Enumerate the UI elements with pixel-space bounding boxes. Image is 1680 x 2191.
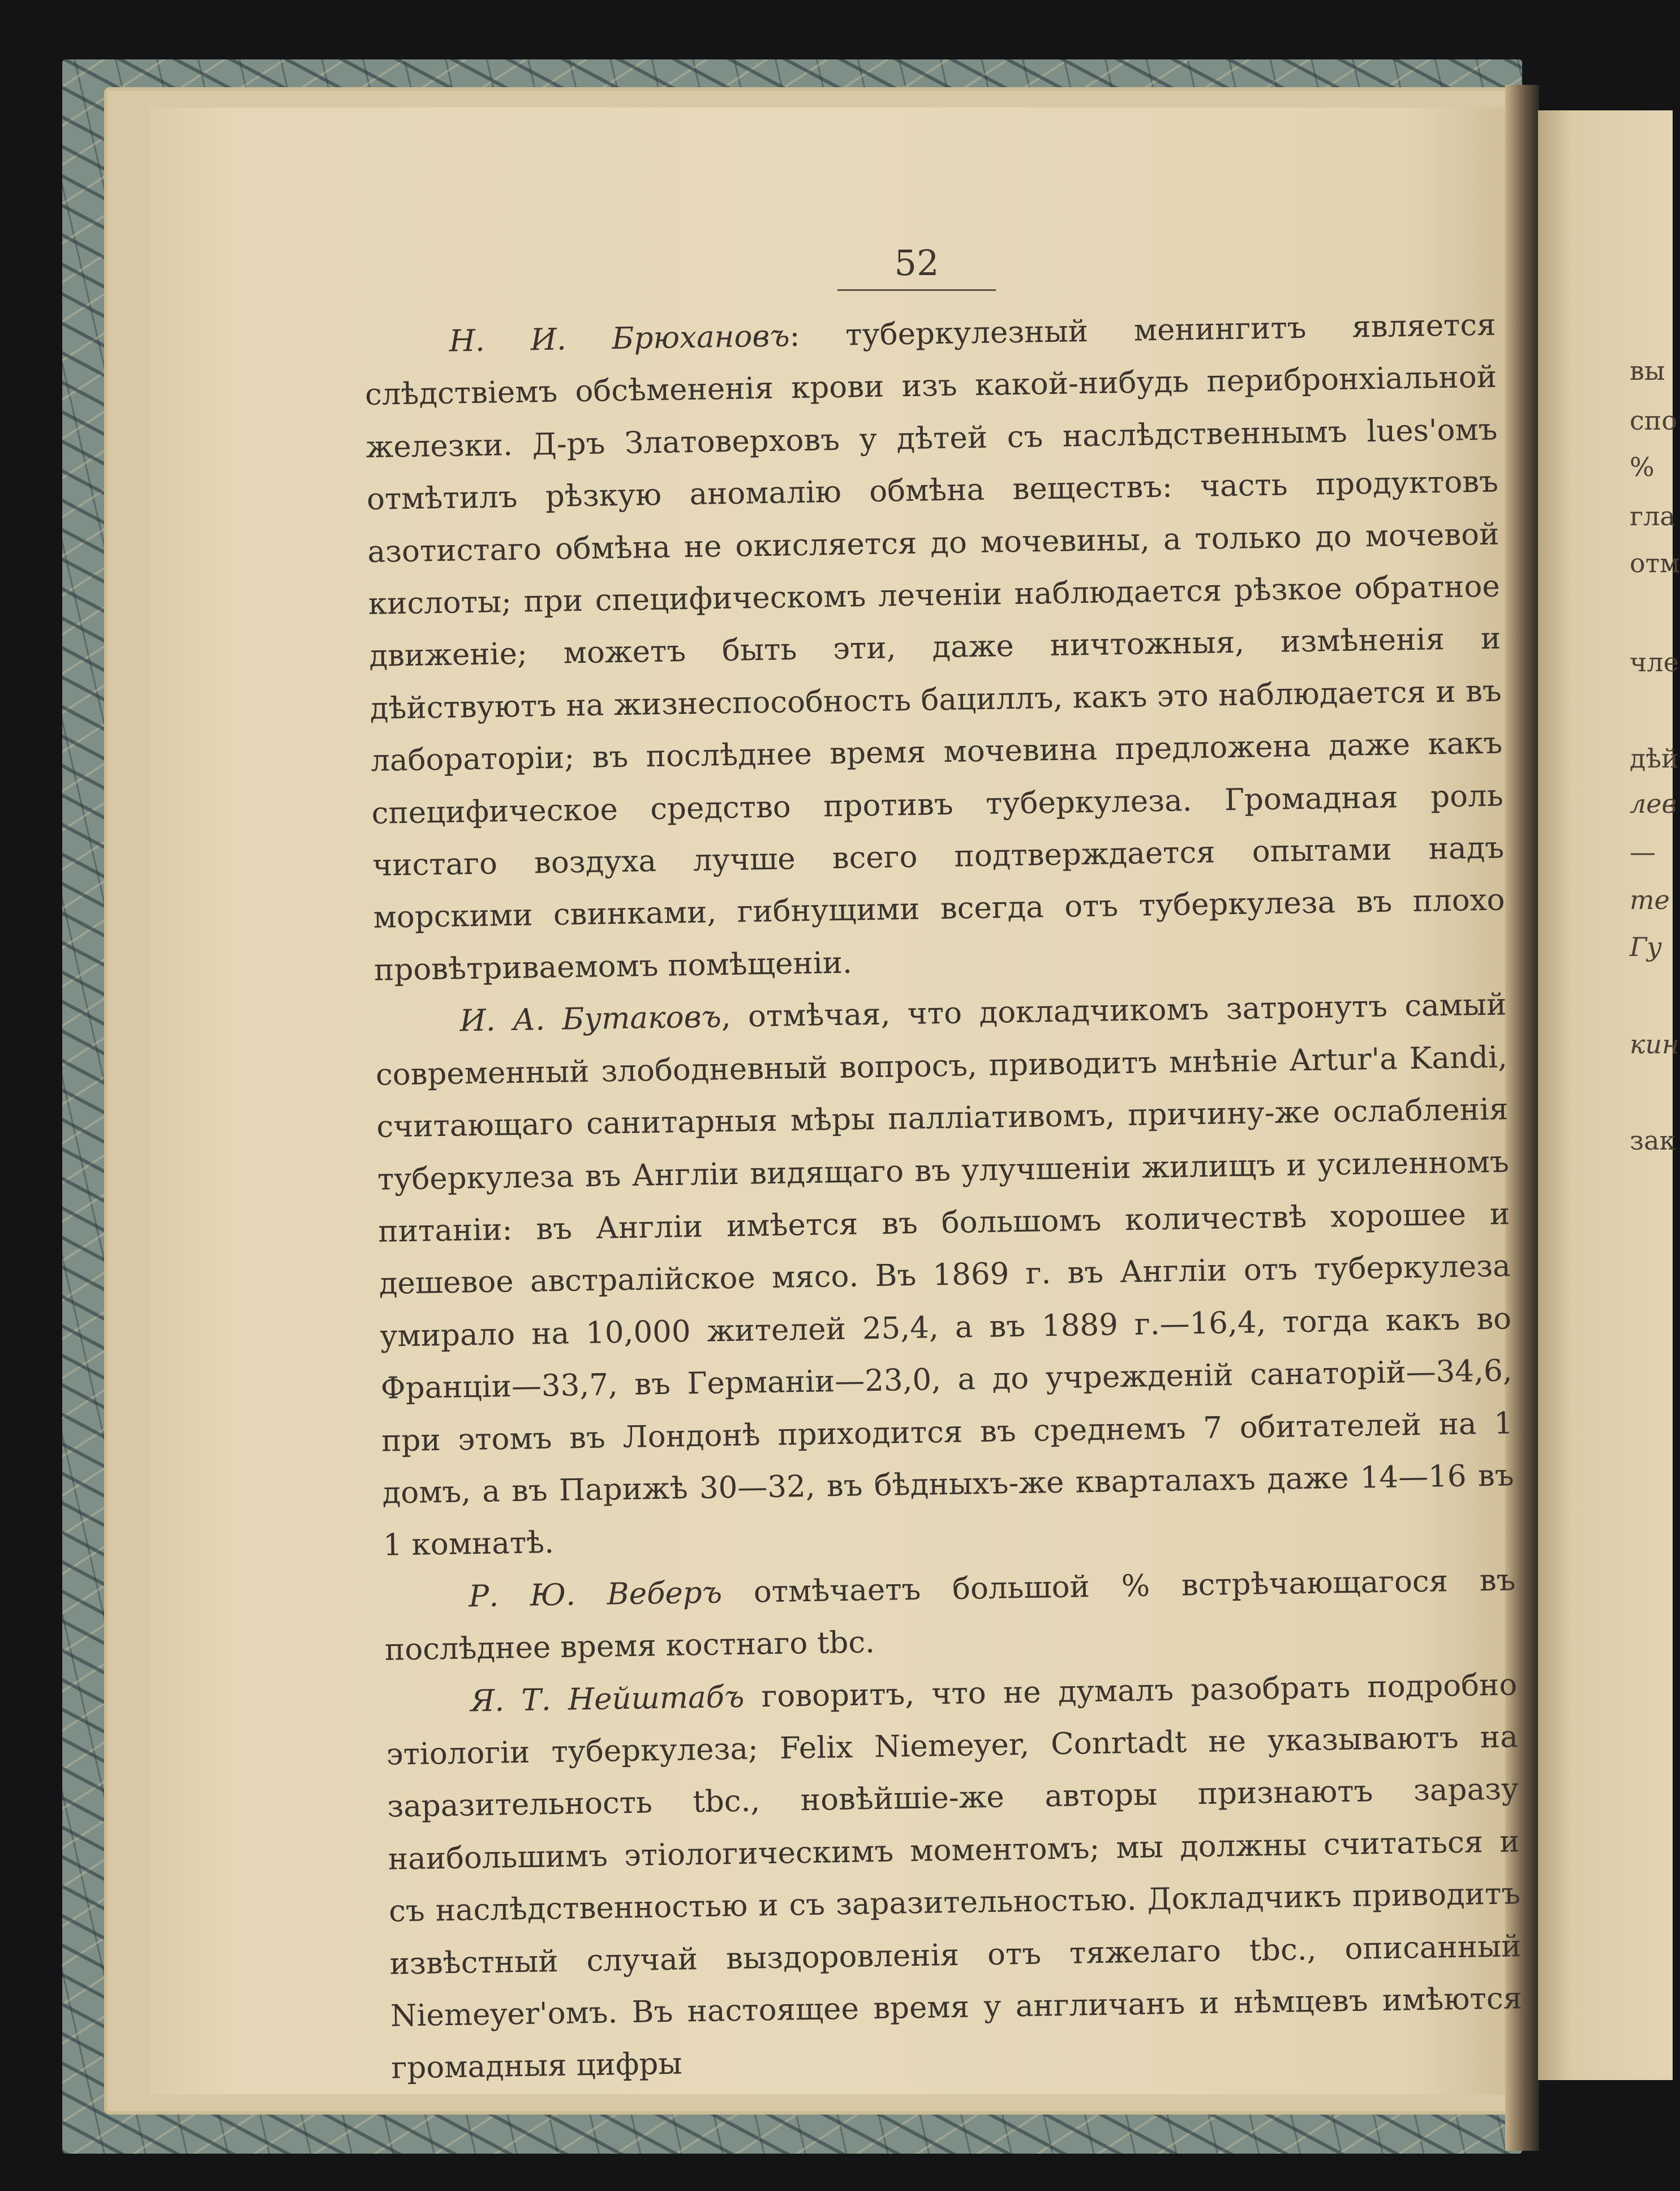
fragment-1: вы bbox=[1630, 355, 1665, 386]
paragraph-veber bbox=[384, 1554, 1517, 1677]
paragraph-text: говоритъ, что не думалъ разобрать подробно этіологіи туберкулеза; Felix Niemeyer, Conrtadt не указываютъ на заразительность tbc., новѣйшіе-же авторы признаютъ заразу наибольшимъ этіологическимъ моментомъ; мы должны считаться и съ наслѣдственностью и съ заразительностью. Докладчикъ приводитъ извѣстный случай выздоровленія отъ тяжелаго tbc., описанный Niemeyer'омъ. Въ настоящее время у англичанъ и нѣмцевъ имѣются громадныя цифры bbox=[386, 1667, 1523, 2086]
page-text bbox=[364, 299, 1523, 2095]
fragment-6: чле bbox=[1630, 647, 1679, 678]
fragment-12: кин bbox=[1630, 1029, 1679, 1060]
fragment-9: — bbox=[1630, 837, 1656, 867]
fragment-8: лев bbox=[1630, 788, 1677, 819]
page-number: 52 bbox=[837, 242, 996, 291]
fragment-10: те bbox=[1630, 885, 1670, 915]
paragraph-text: отмѣчаетъ большой % встрѣчающагося въ послѣднее время костнаго tbc. bbox=[384, 1563, 1516, 1667]
fragment-3: % bbox=[1630, 452, 1655, 482]
paragraph-butakov bbox=[375, 979, 1515, 1572]
paragraph-text: : туберкулезный менингитъ является слѣдствіемъ обсѣмененія крови изъ какой-нибудь перибронхіальной железки. Д-ръ Златоверховъ у дѣтей съ наслѣдственнымъ lues'омъ отмѣтилъ рѣзкую аномалію обмѣна веществъ: часть продуктовъ азотистаго обмѣна не окисляется до мочевины, а только до мочевой кислоты; при специфическомъ леченіи наблюдается рѣзкое обратное движеніе; можетъ быть эти, даже ничтожныя, измѣненія и дѣйствуютъ на жизнеспособность бациллъ, какъ это наблюдается и въ лабораторіи; въ послѣднее время мочевина предложена даже какъ специфическое средство противъ туберкулеза. Громадная роль чистаго воздуха лучше всего подтверждается опытами надъ морскими свинками, гибнущими всегда отъ туберкулеза въ плохо провѣтриваемомъ помѣщеніи. bbox=[364, 307, 1505, 988]
paragraph-text: , отмѣчая, что докладчикомъ затронутъ самый современный злободневный вопросъ, приводитъ мнѣніе Artur'a Kandi, считающаго санитарныя мѣры паллiативомъ, причину-же ослабленія туберкулеза въ Англіи видящаго въ улучшеніи жилищъ и усиленномъ питаніи: въ Англіи имѣется въ большомъ количествѣ хорошее и дешевое австралійское мясо. Въ 1869 г. въ Англіи отъ туберкулеза умирало на 10,000 жителей 25,4, а въ 1889 г.—16,4, тогда какъ во Франціи—33,7, въ Германіи—23,0, а до учрежденій санаторій—34,6, при этомъ въ Лондонѣ приходится въ среднемъ 7 обитателей на 1 домъ, а въ Парижѣ 30—32, въ бѣдныхъ-же кварталахъ даже 14—16 въ 1 комнатѣ. bbox=[375, 987, 1514, 1563]
paragraph-neishtab bbox=[385, 1659, 1523, 2095]
paragraph-bryukhanov bbox=[364, 299, 1506, 997]
speaker-name: Р. Ю. Веберъ bbox=[469, 1575, 723, 1614]
fragment-11: Гу bbox=[1630, 932, 1662, 962]
speaker-name: И. А. Бутаковъ bbox=[459, 1000, 722, 1039]
fragment-5: отм bbox=[1630, 548, 1680, 578]
speaker-name: Я. Т. Нейштабъ bbox=[470, 1679, 745, 1718]
fragment-2: спо bbox=[1630, 405, 1678, 436]
fragment-4: гла bbox=[1630, 501, 1675, 531]
fragment-13: зак bbox=[1630, 1125, 1676, 1156]
facing-page-fragments bbox=[1630, 0, 1680, 2191]
speaker-name: Н. И. Брюхановъ bbox=[449, 319, 790, 359]
fragment-7: дѣй bbox=[1630, 743, 1679, 774]
